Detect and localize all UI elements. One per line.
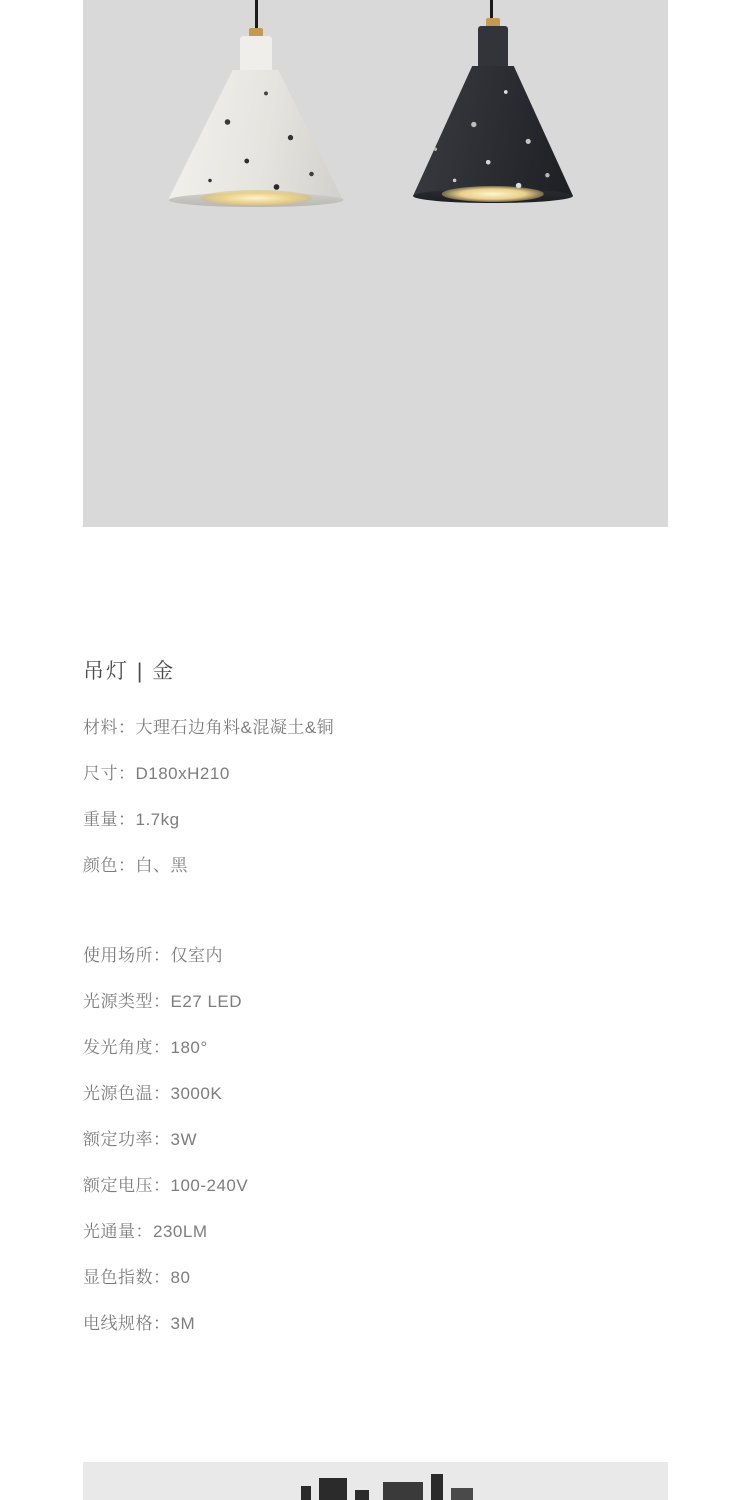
- spec-luminous-flux: 光通量：230LM: [83, 1222, 208, 1241]
- spec-usage-location: 使用场所：仅室内: [83, 946, 223, 965]
- white-terrazzo-pendant-lamp: [168, 28, 343, 218]
- spec-group-basic: [83, 705, 683, 889]
- spec-color: 颜色：白、黑: [83, 856, 188, 875]
- spec-light-source-type: 光源类型：E27 LED: [83, 992, 243, 1011]
- spec-dimensions: 尺寸：D180xH210: [83, 764, 230, 783]
- shade-texture: [413, 66, 573, 196]
- spec-rated-voltage: 额定电压：100-240V: [83, 1176, 249, 1195]
- spec-group-divider: [83, 889, 683, 933]
- lamp-shade: [168, 70, 343, 200]
- preview-shape: [319, 1478, 347, 1500]
- page-title: 吊灯 | 金: [83, 660, 176, 683]
- product-specifications: [83, 655, 683, 1347]
- power-cord-left: [255, 0, 258, 30]
- lamp-neck: [240, 36, 272, 72]
- preview-shape: [301, 1486, 311, 1500]
- preview-shape: [451, 1488, 473, 1500]
- spec-beam-angle: 发光角度：180°: [83, 1038, 208, 1057]
- lamp-shade: [413, 66, 573, 196]
- lamp-neck: [478, 26, 508, 68]
- preview-shape: [431, 1474, 443, 1500]
- preview-shape: [383, 1482, 423, 1500]
- spec-cable-length: 电线规格：3M: [83, 1314, 196, 1333]
- shade-texture: [168, 70, 343, 200]
- spec-group-technical: [83, 933, 683, 1347]
- black-terrazzo-pendant-lamp: [413, 18, 573, 218]
- next-section-preview: [83, 1462, 668, 1500]
- spec-material: 材料：大理石边角料&混凝土&铜: [83, 718, 335, 737]
- bulb-glow: [200, 190, 312, 206]
- spec-color-temperature: 光源色温：3000K: [83, 1084, 223, 1103]
- spec-weight: 重量：1.7kg: [83, 810, 180, 829]
- spec-color-rendering-index: 显色指数：80: [83, 1268, 191, 1287]
- preview-shape: [355, 1490, 369, 1500]
- bulb-glow: [442, 186, 544, 202]
- product-hero-image: [83, 0, 668, 527]
- power-cord-right: [490, 0, 493, 20]
- spec-rated-power: 额定功率：3W: [83, 1130, 197, 1149]
